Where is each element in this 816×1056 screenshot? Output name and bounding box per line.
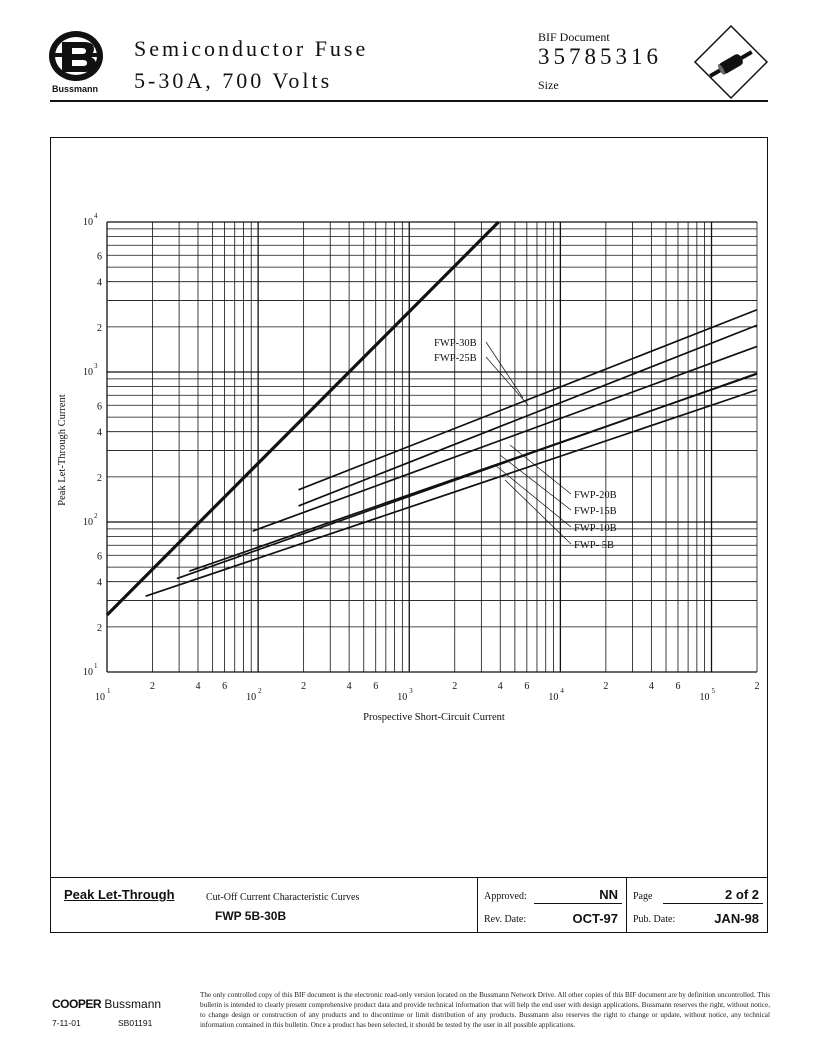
y-tick-label: 10: [83, 217, 93, 228]
y-tick-label: 2: [97, 622, 102, 634]
cooper-wordmark: COOPER: [52, 997, 102, 1011]
product-range: FWP 5B-30B: [215, 909, 287, 923]
x-axis-label: Prospective Short-Circuit Current: [363, 712, 505, 723]
y-tick-exponent: 2: [94, 512, 98, 520]
page-underline: [663, 903, 763, 904]
x-tick-exponent: 1: [107, 687, 111, 695]
page-value: 2 of 2: [725, 887, 759, 902]
doc-label: BIF Document: [538, 30, 610, 44]
series-label: FWP-25B: [434, 353, 477, 364]
doc-code: SB01191: [118, 1018, 153, 1028]
series-line-fwp10b: [177, 373, 757, 578]
x-tick-label: 4: [346, 681, 352, 692]
y-tick-exponent: 3: [94, 362, 98, 370]
y-tick-label: 10: [83, 517, 93, 528]
x-tick-label: 10: [397, 692, 408, 703]
disclaimer: The only controlled copy of this BIF document is the electronic read-only version located on the Bussmann Network Drive. All other copies of this BIF document are by definition uncontrolled. This bulletin is intended to clearly present comprehensive product data and provide technical information that will help the end user with design applications. Bussmann reserves the right, without notice, to change design or construction of any products and to discontinue or limit distribution of any products. Bussmann also reserves the right to change or update, without notice, any technical information contained in this bulletin. Once a product has been selected, it should be tested by the user in all possible applications.: [200, 991, 770, 1029]
section-title: Peak Let-Through: [64, 887, 175, 902]
x-tick-label: 10: [246, 692, 257, 703]
size-label: Size: [538, 78, 559, 92]
y-tick-label: 4: [97, 427, 102, 439]
y-tick-exponent: 4: [94, 212, 98, 220]
y-tick-label: 4: [97, 577, 102, 589]
y-tick-label: 6: [97, 551, 102, 563]
series-label: FWP- 5B: [574, 540, 614, 551]
rev-date-label: Rev. Date:: [484, 914, 527, 925]
y-tick-label: 2: [97, 472, 102, 484]
approved-value: NN: [599, 887, 618, 902]
reference-line: [107, 222, 499, 615]
approved-underline: [534, 903, 622, 904]
x-tick-label: 4: [648, 681, 654, 692]
y-tick-label: 4: [97, 277, 102, 289]
series-label: FWP-20B: [574, 490, 617, 501]
x-tick-exponent: 2: [258, 687, 262, 695]
y-tick-label: 10: [83, 367, 93, 378]
section-subtitle: Cut-Off Current Characteristic Curves: [206, 892, 360, 903]
x-tick-label: 4: [497, 681, 503, 692]
approved-label: Approved:: [484, 891, 527, 902]
x-tick-exponent: 4: [560, 687, 564, 695]
x-tick-label: 2: [301, 681, 307, 692]
series-leader-line: [495, 465, 571, 527]
bussmann-wordmark: Bussmann: [104, 997, 162, 1011]
brand-name: Bussmann: [52, 84, 99, 94]
x-tick-label: 2: [603, 681, 609, 692]
series-leader-line: [486, 342, 523, 398]
x-tick-label: 10: [699, 692, 710, 703]
pub-date-value: JAN-98: [714, 911, 759, 926]
x-tick-label: 6: [373, 681, 379, 692]
x-tick-label: 4: [195, 681, 201, 692]
footer-table: [50, 877, 768, 933]
series-label: FWP-10B: [574, 523, 617, 534]
y-tick-exponent: 1: [94, 662, 98, 670]
y-tick-label: 6: [97, 251, 102, 263]
y-tick-label: 6: [97, 401, 102, 413]
y-tick-label: 2: [97, 322, 102, 334]
cooper-bussmann-logo: [52, 997, 161, 1011]
footer-page-cell: [626, 877, 768, 933]
title-line-1: Semiconductor Fuse: [134, 36, 369, 61]
x-tick-exponent: 3: [409, 687, 413, 695]
doc-number: 35785316: [538, 44, 662, 69]
series-line-fwp5b: [146, 390, 757, 596]
date-code: 7-11-01: [52, 1018, 81, 1028]
x-tick-label: 6: [222, 681, 228, 692]
page-label: Page: [633, 891, 653, 902]
title-line-2: 5-30A, 700 Volts: [134, 68, 333, 93]
footer-approval-cell: [477, 877, 627, 933]
x-tick-label: 6: [524, 681, 530, 692]
pub-date-label: Pub. Date:: [633, 914, 676, 925]
x-tick-exponent: 5: [711, 687, 716, 695]
footer-title-cell: [50, 877, 478, 933]
series-label: FWP-30B: [434, 338, 477, 349]
series-leader-line: [486, 357, 528, 405]
x-tick-label: 2: [754, 681, 760, 692]
x-tick-label: 6: [675, 681, 681, 692]
x-tick-label: 10: [95, 692, 105, 703]
rev-date-value: OCT-97: [572, 911, 618, 926]
y-tick-label: 10: [83, 667, 93, 678]
series-label: FWP-15B: [574, 506, 617, 517]
y-axis-label: Peak Let-Through Current: [57, 394, 68, 506]
series-line-fwp20b: [253, 346, 757, 531]
x-tick-label: 2: [452, 681, 458, 692]
x-tick-label: 2: [149, 681, 155, 692]
x-tick-label: 10: [548, 692, 559, 703]
